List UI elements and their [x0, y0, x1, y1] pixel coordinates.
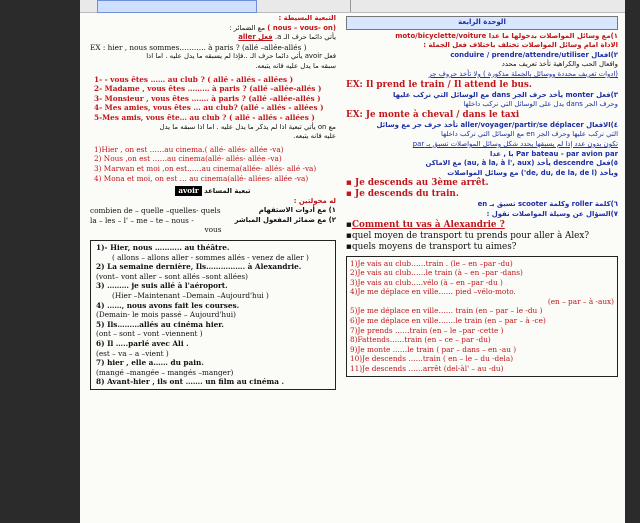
box-item: 1)Je vais au club……train . (le – en –par -du) [350, 258, 513, 268]
box-item: (en – par – à -aux) [547, 296, 614, 306]
exercise-2-item: 2) Nous ,on est ……au cinema(allé- allés- allée -va) [94, 154, 282, 164]
rule-r5: (ادوات ﺗﻌﺮﻳﻒ ﻣﺤﺪدة ووﺳﺎﺋﻞ ﺑﺎﻟﺠﻤﻠﺔ ﻣﺬﻛﻮرة ) وﻻ ﺗﺄﺧﺬ ﺣﺮوف ﺟﺮ [428, 69, 618, 78]
rule-3b: ﻋﻠﻴﻪ ﻓﺎﻧﻪ ﻳﺘﺒﻌﻪ. [293, 132, 336, 141]
counter-2 [90, 216, 336, 226]
question-2: ▪quel moyen de transport tu prends pour aller à Alex? [346, 230, 590, 241]
top-toolbar [80, 0, 625, 13]
exercise-1-item: 3- Monsieur , vous êtes ……. à paris ? (allé –allée-allés ) [94, 93, 321, 103]
counter-2-words-b: vous [204, 225, 222, 235]
box-item: 2) La semaine dernière, Ils……………. à Alexandrie. [96, 262, 302, 272]
rule-r13: وﻳﺄﺧﺬ (de, du, de la, de l') ﻣﻊ وﺳﺎﺋﻞ اﻟﻤﻮاﺻﻼت [447, 168, 618, 177]
rule-2: ﻓﻌﻞ avoir ﻳﺄﺗﻲ داﺋﻤﺎ ﺣﺮف اﻟـ ..ﻓﺈذا ﻟﻢ ﻳﺴﺒﻘﻪ ﻣﺎ ﻳﺪل ﻋﻠﻴﻪ . اﻣﺎ اذا [146, 52, 336, 61]
rule-r2: اﻻداة اﻣﺎم وﺳﺎﺋﻞ اﻟﻤﻮاﺻﻼت ﺗﺨﺘﻠﻒ ﺑﺎﺧﺘﻼف ﻓﻌﻞ اﻟﺠﻤﻠﺔ : [423, 41, 618, 50]
avoir-heading [90, 186, 336, 197]
box-item: 8)Fattends……train (en – ce – par -du) [350, 335, 491, 345]
left-title: اﻟﺘﺒﻌﻴﺔ اﻟﺒﺴﻴﻄﺔ : [278, 14, 336, 22]
exercise-2-item: 4) Mona et moi, on est … au cinema(allé- allées- allée -va) [94, 173, 309, 183]
box-choices: (Demain- le mois passé – Aujourd'hui) [96, 310, 236, 320]
box-choices: (vont– vont aller – sont allés –sont allées) [96, 271, 249, 281]
rule-3: ﻣﻊ on ﻳﺄﺗﻲ ﺗﺒﻌﻴﺔ اذا ﻟﻢ ﻳﺬﻛﺮ ﻣﺎ ﻳﺪل ﻋﻠﻴﻪ . اﻣﺎ اذا ﺳﺒﻘﻪ ﻣﺎ ﻳﺪل [159, 122, 336, 131]
box-item: 4) ……, nous avons fait les courses. [96, 300, 240, 310]
rule-r11: Par bateau - par avion par ﺑﺎ , ﻋﺪا [489, 149, 618, 158]
box-choices: (Hier –Maintenant –Demain –Aujourd'hui ) [112, 291, 269, 301]
rule-r10: ﺗﻜﻮن ﺑﺪون ﻋﺪد إذا ﻟﻢ ﻳﺴﺒﻘﻬﺎ ﻳﺤﺪد ﺷﻜﻞ وﺳﺎﺋﻞ اﻟﻤﻮاﺻﻼت ﺗﺴﺒﻖ ﺑـ par [412, 139, 618, 148]
box-item: 7)Je prends ……train (en – le –par -cette ) [350, 325, 504, 335]
rule-1-verb: ﻓﻌﻞ aller [238, 33, 273, 42]
box-choices: (mangé –mangée – mangés –manger) [96, 367, 234, 377]
right-column [346, 14, 618, 379]
box-choices: (ont – sont – vont –viennent ) [96, 329, 203, 339]
counter-title: ﻟﻪ ﻣﺤﻮﻟﺘﻴﻦ : [293, 196, 336, 205]
avoir-title: ﺗﺒﻌﻴﺔ اﻟﻤﺴﺎﻋﺪ [204, 187, 251, 196]
box-item: 11)Je descends ……arrêt (del-àl' – au -du) [350, 364, 504, 374]
exercise-1-item: 2- Madame , vous êtes ……… à paris ? (allé –allée-allés ) [94, 84, 322, 94]
pronoun-rule [90, 24, 336, 34]
example-r1: EX: Il prend le train / Il attend le bus. [346, 79, 532, 90]
box-item: 6)Je me déplace en ville…….le train (en – par – à -ce) [350, 316, 546, 326]
box-item: 10)Je descends ……train ( en – le – du -dela) [350, 354, 514, 364]
example-a: EX : hier , nous sommes……….. à paris ? (allé –allée-allés ) [90, 42, 307, 52]
bullet-r1: ▪ Je descends au 3ème arrêt. [346, 178, 489, 189]
question-3: ▪quels moyens de transport tu aimes? [346, 241, 517, 252]
box-item: 1)- Hier, nous ……….. au théâtre. [96, 243, 230, 253]
box-choices: ( allons – allons aller - sommes allés - venez de aller ) [112, 252, 309, 262]
box-item: 5)Je me déplace en ville…… train (en – par – le -du ) [350, 306, 543, 316]
avoir-tag: avoir [175, 186, 201, 196]
rule-r3: ٢)اﻓﻌﺎل conduire / prendre/attendre/utiliser [450, 50, 618, 59]
rule-1-text: ﻳﺄﺗﻲ داﺋﻤﺎ ﺣﺮف اﻟـ a. [274, 33, 336, 42]
counter-1 [90, 206, 336, 216]
rule-r14: ٦)ﻛﻠﻤﺔ roller وﻛﻠﻤﺔ scooter ﺗﺴﺒﻖ بـ en [477, 200, 618, 209]
rule-r15: ٧)اﻟﺴﺆال ﻋﻦ وﺳﻴﻠﺔ اﻟﻤﻮاﺻﻼت ﻧﻘﻮل : [486, 209, 618, 218]
rule-r12: ٥)ﻓﻌﻞ descendre ﻳﺄﺧﺬ (au, à la, à l', aux) ﻣﻊ اﻻﻣﺎﻛﻦ [425, 159, 618, 168]
rule-r7: وﺣﺮف اﻟﺠﺮ dans ﻳﺪل ﻋﻠﻰ اﻟﻮﺳﺎﺋﻞ اﻟﺘﻲ ﻧﺮﻛﺐ داﺧﻠﻬﺎ [463, 100, 618, 109]
right-exercise-box [346, 256, 618, 377]
exercise-1 [90, 75, 336, 123]
exercise-1-item: 4- Mes amies, vous êtes … au club? (allé - allés - allées ) [94, 103, 324, 113]
toolbar-highlight [97, 0, 257, 13]
exercise-1-item: 5-Mes amis, vous ête… au club ? ( allé - allés - allées ) [94, 112, 315, 122]
box-item: 3)Je vais au club…..vélo (à – en –par -du ) [350, 277, 503, 287]
document-page [80, 0, 625, 523]
rule-2b: ﺳﺒﻘﻪ ﻣﺎ ﻳﺪل ﻋﻠﻴﻪ ﻓﺎﻧﻪ ﻳﺘﺒﻌﻪ. [255, 61, 336, 70]
rule-r6: ٣)ﻓﻌﻞ monter ﻳﺄﺧﺬ ﺣﺮف اﻟﺠﺮ dans ﻣﻊ اﻟﻮﺳﺎﺋﻞ اﻟﺘﻲ ﻧﺮﻛﺐ ﻋﻠﻴﻬﺎ [392, 90, 618, 99]
pronoun-list: (nous – vous- on ) [267, 23, 336, 32]
question-1: ▪Comment tu vas à Alexandrie ? [346, 219, 505, 230]
box-item: 4)Je me déplace en ville…… pied –vélo-moto. [350, 287, 516, 297]
counter-2-words: la – les – l' – me – te – nous - [90, 215, 194, 225]
box-item: 6) Il …..parlé avec Ali . [96, 339, 189, 348]
box-item: 9)Je monte ……le train ( par – dans – en -au ) [350, 344, 517, 354]
exercise-2 [90, 145, 336, 183]
left-exercise-box [90, 240, 336, 390]
unit-title: اﻟﻮﺣﺪة اﻟﺮاﺑﻌﺔ [346, 16, 618, 30]
bullet-r2: ▪ Je descends du train. [346, 189, 459, 200]
box-item: 8) Avant-hier , ils ont ……. un film au cinéma . [96, 377, 284, 387]
box-choices: (est – va – a –vient ) [96, 348, 169, 358]
rule-r4: واﻓﻌﺎل اﻟﺤﺐ واﻟﻜﺮاﻫﻴﺔ ﺗﺄﺧﺬ ﺗﻌﺮﻳﻒ ﻣﺤﺪد [501, 60, 618, 69]
exercise-2-item: 1)Hier , on est ……au cinema.( allé- allés- allée -va) [94, 144, 284, 154]
counter-1-label: ١) ﻣﻊ أدوات اﻻﺳﺘﻔﻬﺎم [258, 206, 336, 215]
counter-1-words: combien de – quelle –quelles- quels [90, 206, 221, 216]
box-item: 7) hier , elle a…… du pain. [96, 358, 204, 368]
exercise-2-item: 3) Marwan et moi ,on est……au cinema(allée- allés- allé -va) [94, 163, 317, 173]
rule-r8: ٤)اﻻﻓﻌﺎل aller/voyager/partir/se déplacer ﺗﺄﺧﺬ ﺣﺮف ﺟﺮ ﻣﻊ وﺳﺎﺋﻞ [376, 120, 618, 129]
counter-2-label: ٢) ﻣﻊ ﺿﻤﺎﺋﺮ اﻟﻤﻔﻌﻮل اﻟﻤﺒﺎﺷﺮ [234, 215, 336, 224]
left-column [90, 14, 336, 392]
rule-r1: ١)ﻣﻊ وﺳﺎﺋﻞ اﻟﻤﻮاﺻﻼت ﺑﺪﺧﻮﻟﻬﺎ ﻣﺎ ﻋﺪا moto/bicyclette/voiture [395, 31, 618, 40]
exercise-1-item: 1- - vous êtes …… au club ? ( allé - allés - allées ) [94, 74, 294, 84]
pronoun-rule-tail: ﻣﻊ اﻟﻀﻤﺎﺋﺮ : [229, 23, 266, 32]
rule-1 [90, 33, 336, 43]
example-r2: EX: Je monte à cheval / dans le taxi [346, 109, 520, 120]
box-item: 2)Je vais au club……le train (à – en –par -dans) [350, 268, 523, 278]
box-item: 3) ……… je suis allé à l'aéroport. [96, 281, 228, 291]
box-item: 5) Ils………allés au cinéma hier. [96, 319, 224, 329]
toolbar-divider [350, 0, 351, 12]
rule-r9: اﻟﺘﻲ ﻧﺮﻛﺐ ﻋﻠﻴﻬﺎ وﺣﺮف اﻟﺠﺮ en ﻣﻊ اﻟﻮﺳﺎﺋﻞ اﻟﺘﻲ ﻧﺮﻛﺐ داﺧﻠﻬﺎ [440, 130, 618, 139]
